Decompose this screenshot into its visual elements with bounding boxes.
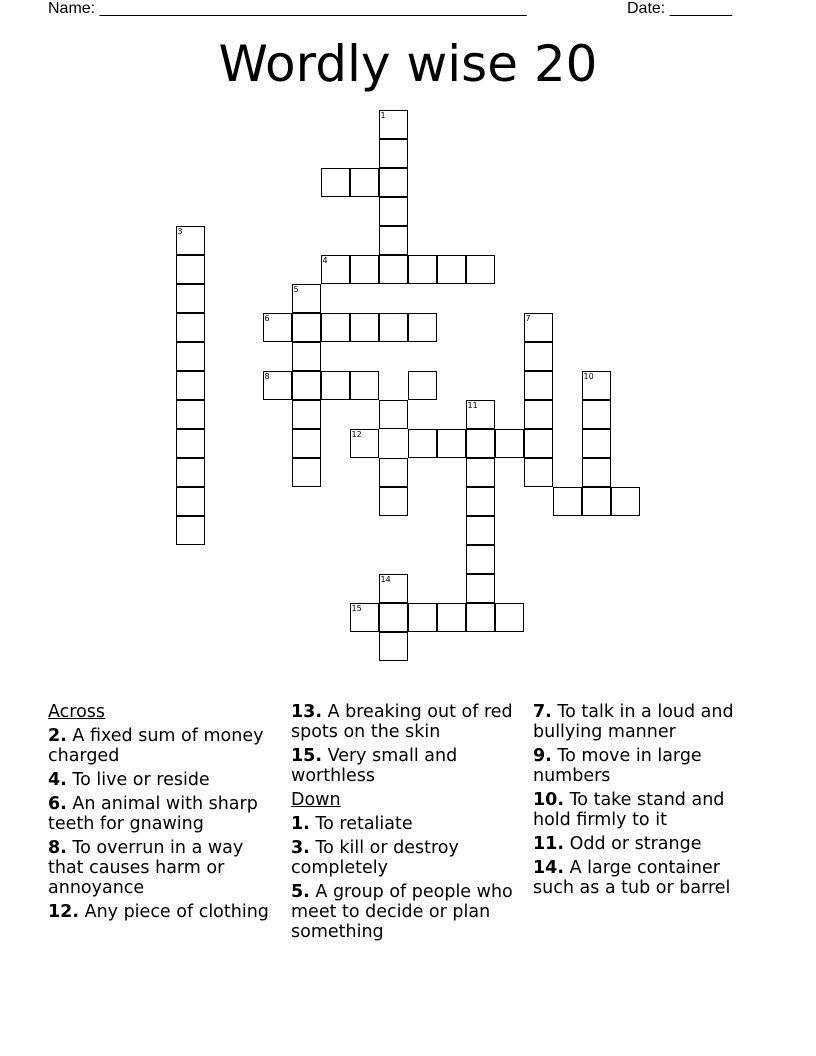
grid-cell[interactable] xyxy=(176,400,205,429)
clue-item-text: To live or reside xyxy=(72,770,210,790)
clue-number: 6 xyxy=(264,314,270,323)
clue-column-1 xyxy=(48,702,280,926)
grid-cell[interactable] xyxy=(176,429,205,458)
grid-cell[interactable] xyxy=(350,313,379,342)
clue-item-number: 5. xyxy=(291,882,310,902)
clue-item xyxy=(48,794,280,834)
grid-cell[interactable] xyxy=(379,197,408,226)
clue-number: 11 xyxy=(467,401,478,410)
grid-cell[interactable] xyxy=(408,255,437,284)
grid-cell[interactable] xyxy=(176,516,205,545)
grid-cell[interactable] xyxy=(379,574,408,603)
clue-item-number: 7. xyxy=(533,702,552,722)
clue-number: 8 xyxy=(264,372,270,381)
clue-item-number: 8. xyxy=(48,838,67,858)
clue-item xyxy=(291,814,523,834)
grid-cell[interactable] xyxy=(176,371,205,400)
grid-cell[interactable] xyxy=(292,400,321,429)
clue-item-text: A fixed sum of money charged xyxy=(48,726,264,766)
grid-cell[interactable] xyxy=(321,168,350,197)
date-field-label[interactable]: Date: _______ xyxy=(627,0,732,17)
grid-cell[interactable] xyxy=(176,458,205,487)
grid-cell[interactable] xyxy=(466,458,495,487)
clue-item xyxy=(48,770,280,790)
clue-number: 14 xyxy=(380,575,391,584)
grid-cell[interactable] xyxy=(582,429,611,458)
grid-cell[interactable] xyxy=(176,255,205,284)
clue-item xyxy=(291,702,523,742)
grid-cell[interactable] xyxy=(263,313,292,342)
grid-cell[interactable] xyxy=(408,313,437,342)
clue-item-text: An animal with sharp teeth for gnawing xyxy=(48,794,258,834)
clue-column-2 xyxy=(291,702,523,946)
grid-cell[interactable] xyxy=(524,313,553,342)
clue-item xyxy=(48,838,280,898)
grid-cell[interactable] xyxy=(466,516,495,545)
grid-cell[interactable] xyxy=(408,429,437,458)
grid-cell[interactable] xyxy=(292,371,321,400)
clue-item-text: A group of people who meet to decide or plan something xyxy=(291,882,513,942)
grid-cell[interactable] xyxy=(379,458,408,487)
grid-cell[interactable] xyxy=(321,313,350,342)
clue-item xyxy=(48,726,280,766)
grid-cell[interactable] xyxy=(292,458,321,487)
clue-item-number: 15. xyxy=(291,746,323,766)
down-heading: Down xyxy=(291,790,341,810)
grid-cell[interactable] xyxy=(582,400,611,429)
clue-item xyxy=(291,746,523,786)
page-title: Wordly wise 20 xyxy=(218,35,598,93)
clue-item-number: 11. xyxy=(533,834,565,854)
grid-cell[interactable] xyxy=(408,603,437,632)
grid-cell[interactable] xyxy=(437,429,466,458)
grid-cell[interactable] xyxy=(350,603,379,632)
grid-cell[interactable] xyxy=(321,255,350,284)
grid-cell[interactable] xyxy=(292,284,321,313)
clue-number: 5 xyxy=(293,285,299,294)
grid-cell[interactable] xyxy=(379,226,408,255)
grid-cell[interactable] xyxy=(524,429,553,458)
clue-item-text: To overrun in a way that causes harm or annoyance xyxy=(48,838,244,898)
clue-item-text: Very small and worthless xyxy=(291,746,458,786)
grid-cell[interactable] xyxy=(292,313,321,342)
clue-item xyxy=(533,702,765,742)
grid-cell[interactable] xyxy=(379,487,408,516)
clue-number: 15 xyxy=(351,604,362,613)
grid-cell[interactable] xyxy=(466,545,495,574)
grid-cell[interactable] xyxy=(466,603,495,632)
grid-cell[interactable] xyxy=(379,400,408,429)
clue-item xyxy=(48,902,280,922)
clue-item-text: To kill or destroy completely xyxy=(291,838,459,878)
clue-number: 4 xyxy=(322,256,328,265)
grid-cell[interactable] xyxy=(379,110,408,139)
grid-cell[interactable] xyxy=(263,371,292,400)
clue-item-number: 4. xyxy=(48,770,67,790)
clue-item-text: To retaliate xyxy=(315,814,413,834)
grid-cell[interactable] xyxy=(524,400,553,429)
grid-cell[interactable] xyxy=(524,458,553,487)
clue-number: 1 xyxy=(380,111,386,120)
grid-cell[interactable] xyxy=(611,487,640,516)
clue-item-text: A large container such as a tub or barrel xyxy=(533,858,731,898)
clue-item-number: 2. xyxy=(48,726,67,746)
clue-item-number: 13. xyxy=(291,702,323,722)
grid-cell[interactable] xyxy=(524,371,553,400)
clue-item xyxy=(291,838,523,878)
clue-item-text: To take stand and hold firmly to it xyxy=(533,790,725,830)
clue-number: 7 xyxy=(525,314,531,323)
clue-item xyxy=(533,834,765,854)
grid-cell[interactable] xyxy=(176,487,205,516)
grid-cell[interactable] xyxy=(176,226,205,255)
grid-cell[interactable] xyxy=(437,603,466,632)
grid-cell[interactable] xyxy=(176,313,205,342)
grid-cell[interactable] xyxy=(466,255,495,284)
grid-cell[interactable] xyxy=(437,255,466,284)
clue-item xyxy=(291,882,523,942)
grid-cell[interactable] xyxy=(292,429,321,458)
grid-cell[interactable] xyxy=(292,342,321,371)
clue-column-3 xyxy=(533,702,765,902)
clue-item xyxy=(533,790,765,830)
grid-cell[interactable] xyxy=(495,603,524,632)
grid-cell[interactable] xyxy=(379,139,408,168)
clue-item-text: Any piece of clothing xyxy=(84,902,269,922)
grid-cell[interactable] xyxy=(582,487,611,516)
grid-cell[interactable] xyxy=(350,168,379,197)
clue-item-text: Odd or strange xyxy=(569,834,702,854)
clue-item-text: To talk in a loud and bullying manner xyxy=(533,702,734,742)
grid-cell[interactable] xyxy=(379,255,408,284)
clue-item xyxy=(533,746,765,786)
clue-number: 3 xyxy=(177,227,183,236)
grid-cell[interactable] xyxy=(582,458,611,487)
grid-cell[interactable] xyxy=(176,342,205,371)
grid-cell[interactable] xyxy=(466,400,495,429)
clue-item-number: 10. xyxy=(533,790,565,810)
grid-cell[interactable] xyxy=(466,487,495,516)
grid-cell[interactable] xyxy=(350,255,379,284)
grid-cell[interactable] xyxy=(582,371,611,400)
grid-cell[interactable] xyxy=(495,429,524,458)
grid-cell[interactable] xyxy=(553,487,582,516)
clue-item-number: 1. xyxy=(291,814,310,834)
grid-cell[interactable] xyxy=(408,371,437,400)
across-heading: Across xyxy=(48,702,106,722)
clue-item-number: 6. xyxy=(48,794,67,814)
clue-number: 12 xyxy=(351,430,362,439)
clue-item-text: A breaking out of red spots on the skin xyxy=(291,702,513,742)
clue-number: 10 xyxy=(583,372,594,381)
name-field-label[interactable]: Name: ________________________________________________ xyxy=(48,0,527,17)
grid-cell[interactable] xyxy=(350,371,379,400)
grid-cell[interactable] xyxy=(466,429,495,458)
clue-item-number: 3. xyxy=(291,838,310,858)
clue-item-number: 12. xyxy=(48,902,80,922)
grid-cell[interactable] xyxy=(321,371,350,400)
grid-cell[interactable] xyxy=(379,313,408,342)
clue-item xyxy=(533,858,765,898)
grid-cell[interactable] xyxy=(379,632,408,661)
grid-cell[interactable] xyxy=(466,574,495,603)
grid-cell[interactable] xyxy=(176,284,205,313)
grid-cell[interactable] xyxy=(379,168,408,197)
clue-item-number: 14. xyxy=(533,858,565,878)
grid-cell[interactable] xyxy=(524,342,553,371)
clue-item-text: To move in large numbers xyxy=(533,746,702,786)
clue-item-number: 9. xyxy=(533,746,552,766)
grid-cell[interactable] xyxy=(350,429,379,458)
grid-cell[interactable] xyxy=(379,603,408,632)
